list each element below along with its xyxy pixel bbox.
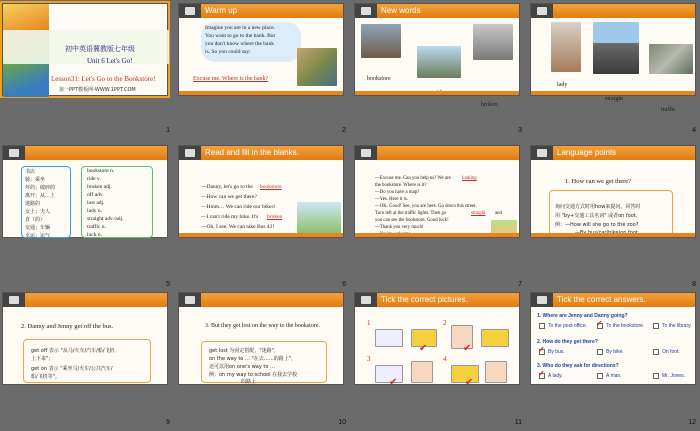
slide2-line-3: you don't know where the bank [205,41,274,47]
slide9-question: 2. Danny and Jenny get off the bus. [21,323,114,330]
walking-girl-picture [485,361,507,383]
note9-line-2: 上下来"； [31,356,54,362]
slide1-footer: 第一PPT模板网-WWW.1PPT.COM [59,87,136,93]
en-line-8: traffic n. [87,224,106,230]
q3-option-1: A lady. [548,373,563,379]
slide-thumbnail-1[interactable] [2,3,168,96]
note9-line-1: get off 表示 "从马/火车/汽车/船/飞机 [31,348,115,354]
slide-header-bar [3,293,167,307]
q3-text: 3. Who do they ask for directions? [537,363,619,369]
slide2-line-4: is. So you could say: [205,49,251,55]
bookstore-photo [361,24,401,58]
dialog7-line-3: —Do you have a map? [375,190,420,195]
blank-bookstore: bookstore [260,184,282,190]
en-line-1: bookstore n. [87,168,115,174]
blank-broken: broken [267,214,283,220]
slide1-lesson: Lesson31: Let's Go to the Bookstore! [51,75,156,83]
check-mark-icon: ✔ [596,319,603,328]
slide-number-10: 10 [338,419,346,426]
slide2-title: Warm up [205,6,238,15]
dialog-line-5: —Oh, I see. We can take Bus 42! [201,224,275,230]
dialog-line-2: —How can we get there? [201,194,257,200]
note10-line-1: get lost 为固定搭配，"迷路"， [209,348,280,354]
en-line-5: lost adj. [87,200,105,206]
q3-option-3: Mr. Jones. [662,373,686,379]
slide-number-12: 12 [688,419,696,426]
check-mark-icon: ✔ [389,377,398,388]
answer-checkbox[interactable] [597,373,603,379]
slide1-unit: Unit 6 Let's Go! [87,57,133,65]
cn-line-2: 骑；乘坐 [25,177,46,183]
slide-header-bar [179,146,343,160]
en-line-6: lady n. [87,208,102,214]
slide-thumbnail-6[interactable] [178,145,344,238]
slide-thumbnail-11[interactable] [354,292,520,388]
note8-line-2: 用 "by+交通工具名词" 或者on foot。 [555,213,641,219]
q1-option-3: To the library. [662,323,692,329]
dialog-line-4: —I can't ride my bike. It's [201,214,259,220]
slide-header-bar [355,146,519,160]
taxi-picture [481,329,509,347]
slide11-title: Tick the correct pictures. [381,295,468,304]
cn-line-4: 离开；从...上 [25,193,55,199]
slide8-title: Language points [557,148,617,157]
slide-thumbnail-5[interactable] [2,145,168,238]
slide-header-bar [531,4,695,18]
slide-header-bar [355,293,519,307]
cn-line-9: 幸运；运气 [25,233,51,239]
slide8-question: 1. How can we get there? [565,178,632,185]
note10-line-4: 例：on my way to school 在我去学校 [209,372,298,378]
projector-icon [179,4,201,18]
slide3-title: New words [381,6,421,15]
traffic-photo [649,44,693,74]
item-number-1: 1 [367,319,371,327]
slide-footer-bar [531,91,695,95]
slide-thumbnail-9[interactable] [2,292,168,385]
cn-line-6: 女士；夫人 [25,209,51,215]
slide-number-4: 4 [692,127,696,134]
note8-line-1: 询问交通方式时用how来提问。回答时 [555,204,641,210]
word-bookstore: bookstore [367,76,391,82]
answer-checkbox[interactable] [653,323,659,329]
slide-footer-bar [179,91,343,95]
blank-looking: looking [462,176,477,181]
note8-line-3: 例：—How will she go to the zoo? [555,222,639,228]
slide-number-5: 5 [166,281,170,288]
en-line-3: broken adj. [87,184,112,190]
note10-line-3: 还可以用on one's way to … [209,364,276,370]
item-number-3: 3 [367,355,371,363]
slide-thumbnail-10[interactable] [178,292,344,385]
slide-number-8: 8 [692,281,696,288]
word-traffic: traffic [661,107,676,113]
check-mark-icon: ✔ [538,345,545,354]
word-straight: straight [605,96,623,102]
slide2-line-2: You want to go to the bank. But [205,33,276,39]
note9-line-4: 船/飞机等"。 [31,374,60,380]
check-mark-icon: ✔ [463,343,472,354]
slide-footer-bar [179,233,343,237]
slide10-question: 3. But they get lost on the way to the bookstore. [205,323,320,329]
slide-number-9: 9 [166,419,170,426]
lady-photo [551,22,581,72]
walking-girl-picture [411,361,433,383]
bicycle-picture [375,329,403,347]
bus-stop-illustration [297,202,341,234]
note10-line-2: on the way to … "在去……的路上"， [209,356,297,362]
en-line-4: off adv. [87,192,104,198]
q1-text: 1. Where are Jenny and Danny going? [537,313,628,319]
answer-checkbox[interactable] [653,349,659,355]
slide-header-bar [179,293,343,307]
slide-header-bar [531,293,695,307]
projector-icon [531,4,553,18]
check-mark-icon: ✔ [419,343,428,354]
slide-footer-bar [531,233,695,237]
q1-option-1: To the post office. [548,323,588,329]
dialog-line-1: —Danny, let's go to the [201,184,253,190]
item-number-4: 4 [443,355,447,363]
dialog7-line-4: —Yes. Here it is. [375,197,408,202]
cn-line-1: 书店 [25,169,36,175]
slide-number-2: 2 [342,127,346,134]
slide1-course-title: 初中英语冀教版七年级 [65,45,135,53]
slide-header-bar [355,4,519,18]
q3-option-2: A man. [606,373,622,379]
projector-icon [179,146,201,160]
slide2-line-1: Imagine you are in a new place. [205,25,276,31]
projector-icon [531,146,553,160]
projector-icon [355,4,377,18]
dialog7-line-7: you can see the bookstore. Good luck! [375,218,449,223]
item-number-2: 2 [443,319,447,327]
slide12-title: Tick the correct answers. [557,295,646,304]
slide-footer-bar [355,233,519,237]
q2-text: 2. How do they get there? [537,339,598,345]
slide-number-6: 6 [342,281,346,288]
slide2-answer: Excuse me. Where is the bank? [193,76,269,82]
dialog-line-3: —Hmm… We can ride our bikes! [201,204,276,210]
cn-line-5: 迷路的 [25,201,41,207]
projector-icon [355,293,377,307]
answer-checkbox[interactable] [597,349,603,355]
slide-header-bar [3,146,167,160]
check-mark-icon: ✔ [538,369,545,378]
answer-checkbox[interactable] [539,323,545,329]
people-photo [297,48,337,86]
slide-thumbnail-7[interactable] [354,145,520,238]
projector-icon [3,146,25,160]
slide-thumbnail-4[interactable] [530,3,696,113]
slide-number-7: 7 [518,281,522,288]
blank-straight: straight [471,211,486,216]
word-lady: lady [557,82,568,88]
slide-thumbnail-2[interactable] [178,3,344,96]
dialog7-line-8: —Thank you very much! [375,225,424,230]
slide-header-bar [531,146,695,160]
slide-thumbnail-3[interactable] [354,3,520,108]
slide-header-bar [179,4,343,18]
dialog7-line-5: —OK. Good! See, you are here. Go down this street. [375,204,477,209]
slide-thumbnail-8[interactable] [530,145,696,238]
bike-rider-photo [417,46,461,78]
slide6-title: Read and fill in the blanks. [205,148,299,157]
check-mark-icon: ✔ [465,377,474,388]
dialog7-line-1: —Excuse me. Can you help us? We are [375,176,451,181]
slide-thumbnail-12[interactable] [530,292,696,385]
projector-icon [179,293,201,307]
dialog7-line-6b: and [495,211,502,216]
cn-line-7: 直（的） [25,217,46,223]
word-broken: broken [481,102,498,108]
cn-line-3: 坏的；破碎的 [25,185,56,191]
cn-line-8: 交通；车辆 [25,225,51,231]
q2-option-2: By bike. [606,349,624,355]
q2-option-1: By bus. [548,349,565,355]
broken-object-photo [473,24,513,60]
note9-line-3: get on 表示 "乘坐马/火车/公共汽车/ [31,366,113,372]
slide-number-11: 11 [514,419,522,426]
en-line-2: ride v. [87,176,101,182]
q2-option-3: On foot. [662,349,680,355]
slide-number-1: 1 [166,127,170,134]
note10-line-5: 的路上 [241,379,257,385]
en-line-9: luck n. [87,232,102,238]
en-line-7: straight adv./adj. [87,216,124,222]
slide-number-3: 3 [518,127,522,134]
answer-checkbox[interactable] [653,373,659,379]
dialog7-line-2: the bookstore. Where is it? [375,183,427,188]
projector-icon [3,293,25,307]
projector-icon [531,293,553,307]
road-photo [593,22,639,74]
dialog7-line-6: Turn left at the traffic lights. Then go [375,211,447,216]
slide-footer-bar [355,91,519,95]
projector-icon [355,146,377,160]
q1-option-2: To the bookstore. [606,323,645,329]
